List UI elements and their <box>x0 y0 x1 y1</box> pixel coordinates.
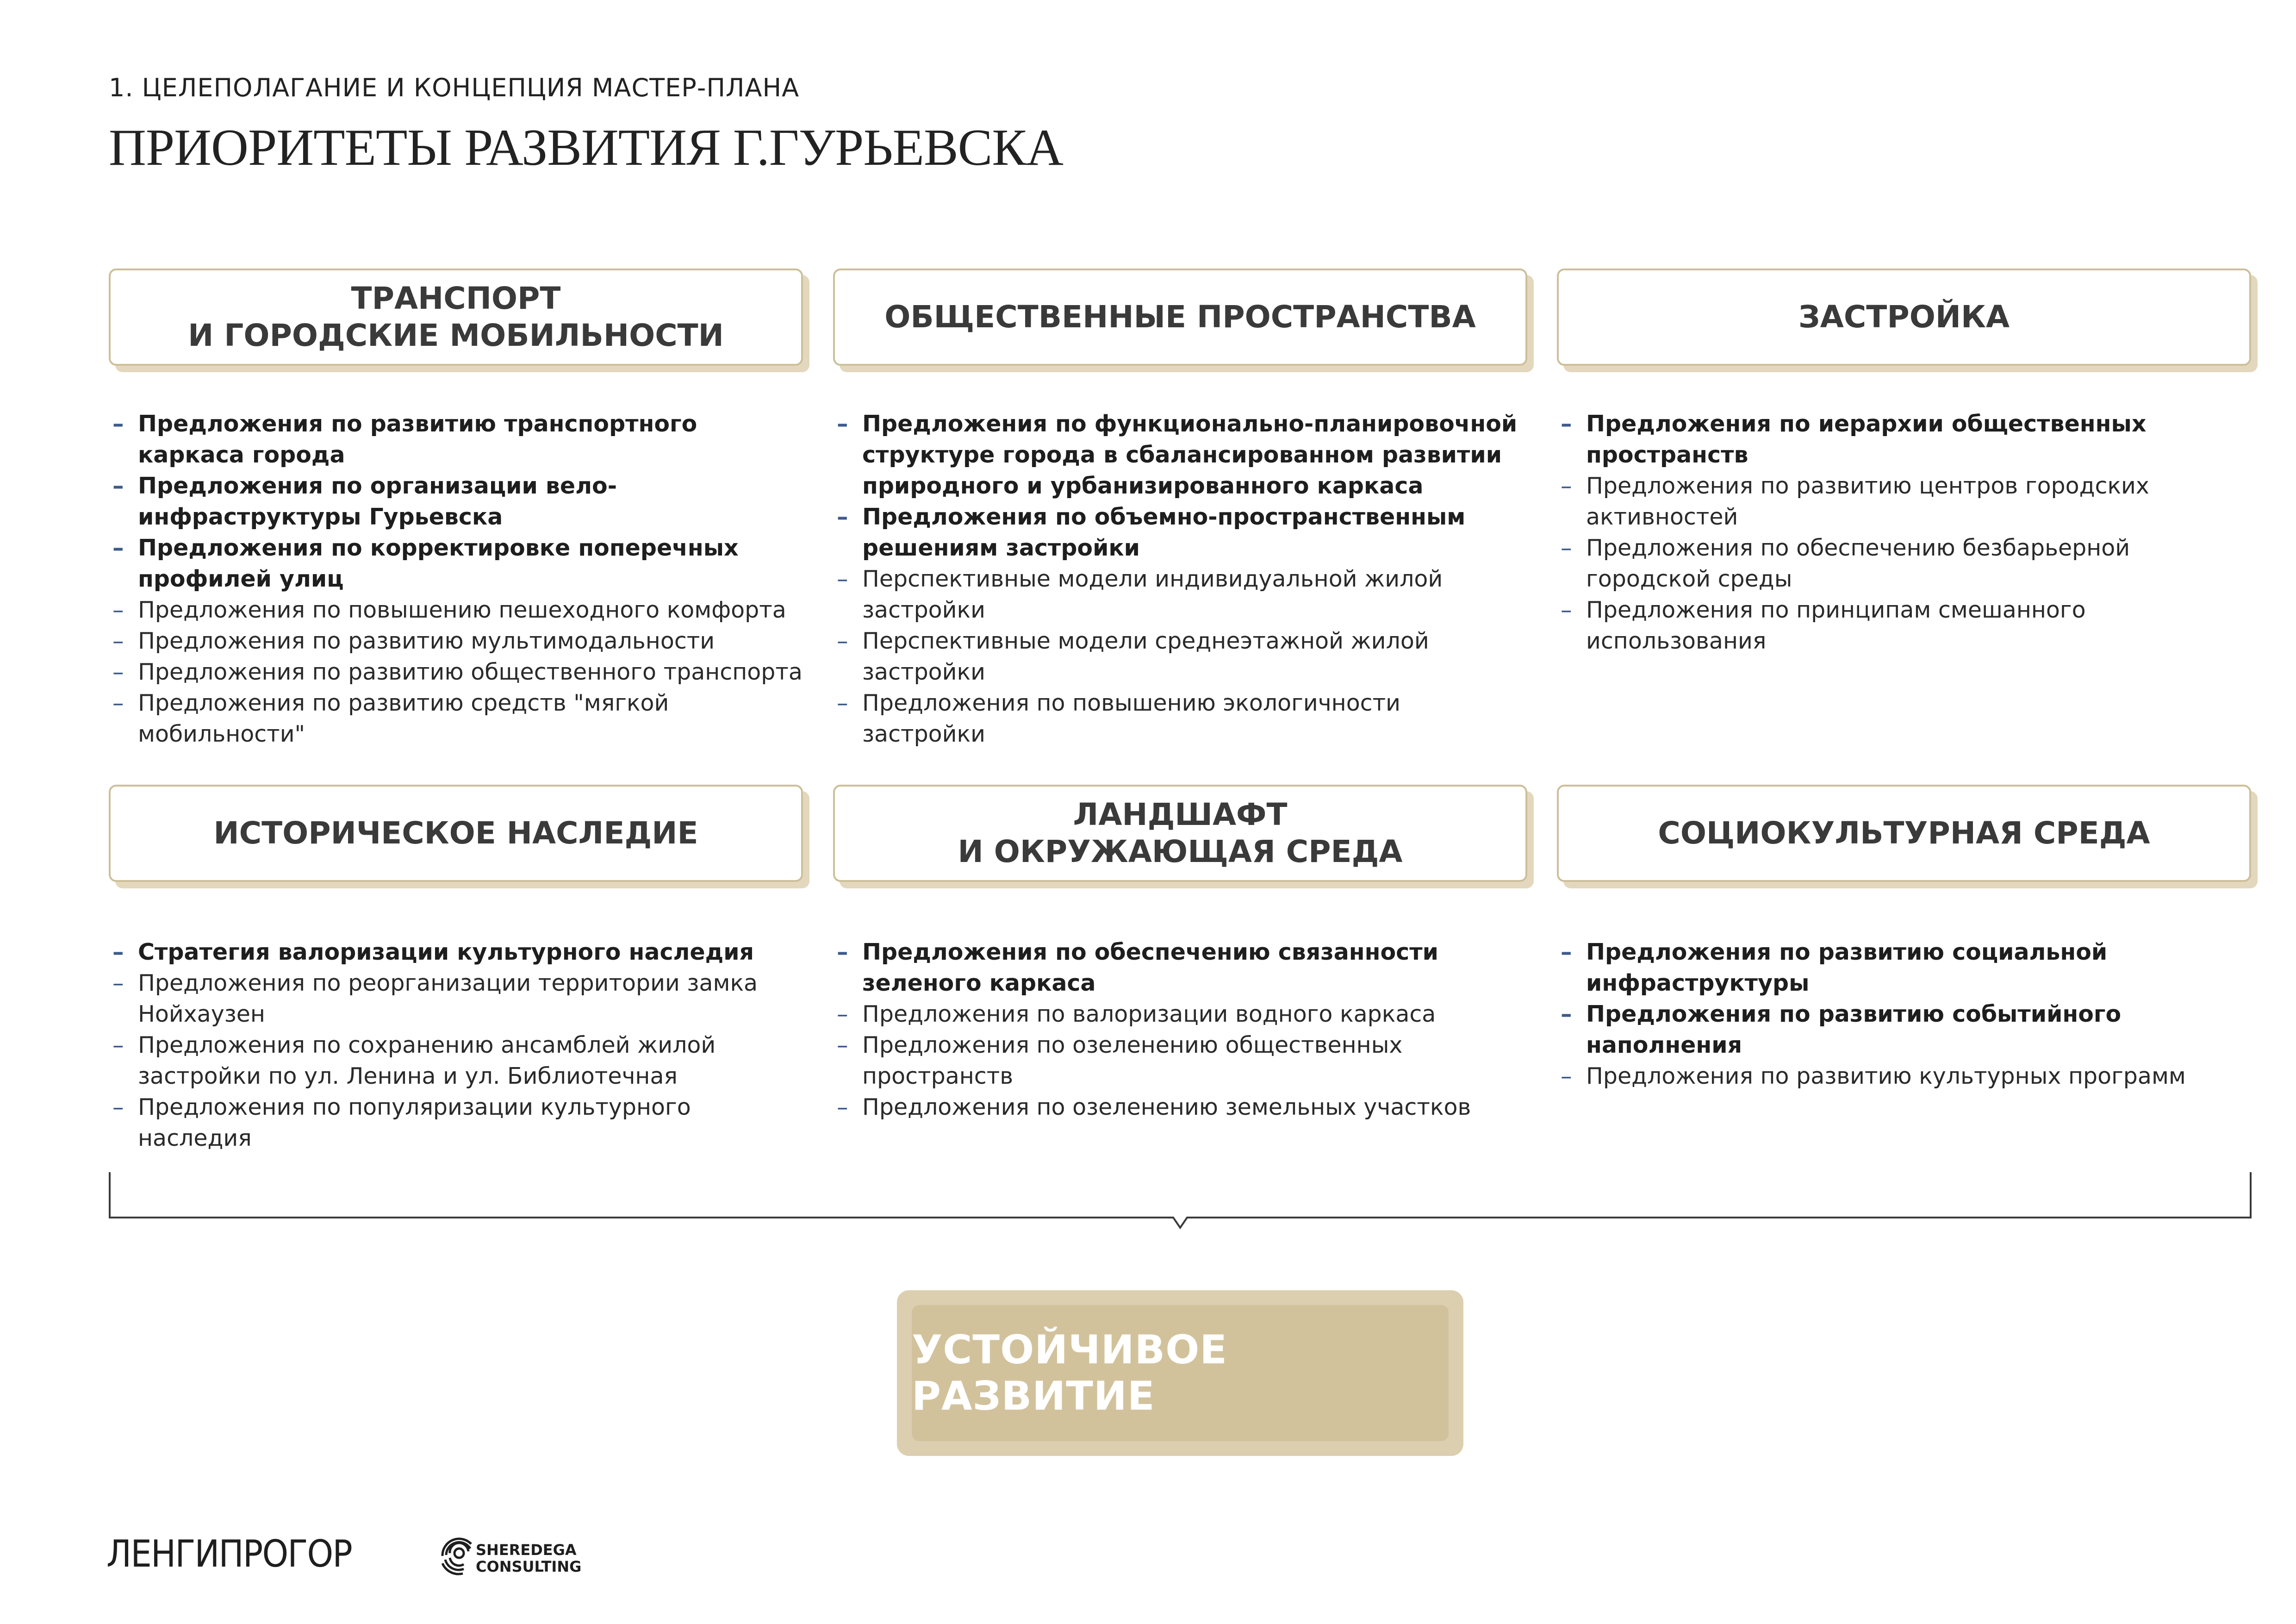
list-public-spaces <box>834 408 1529 750</box>
list-item: – Перспективные модели среднеэтажной жилой застройки <box>834 625 1529 687</box>
list-item: – Предложения по корректировке поперечных профилей улиц <box>110 532 804 594</box>
list-item: – Предложения по обеспечению связанности зеленого каркаса <box>834 937 1529 999</box>
card-title: ЗАСТРОЙКА <box>1798 299 2010 335</box>
card-public-spaces <box>833 269 1527 366</box>
list-item: – Предложения по развитию общественного транспорта <box>110 656 804 687</box>
sheredega-logo <box>476 1542 581 1575</box>
list-item: – Предложения по развитию событийного наполнения <box>1558 999 2252 1061</box>
sheredega-logo-line2: CONSULTING <box>476 1558 582 1575</box>
card-heritage <box>109 785 803 882</box>
card-title: ТРАНСПОРТ И ГОРОДСКИЕ МОБИЛЬНОСТИ <box>188 281 724 353</box>
lengiprogor-logo: ЛЕНГИПРОГОР <box>106 1532 352 1575</box>
list-item: – Предложения по озеленению общественных пространств <box>834 1030 1529 1092</box>
list-item: – Предложения по развитию средств "мягкой мобильности" <box>110 687 804 750</box>
list-item: – Предложения по организации вело-инфраструктуры Гурьевска <box>110 470 804 532</box>
list-item: – Предложения по популяризации культурного наследия <box>110 1092 804 1154</box>
list-heritage <box>110 937 804 1154</box>
list-item: – Предложения по реорганизации территории замка Нойхаузен <box>110 968 804 1030</box>
page-title: ПРИОРИТЕТЫ РАЗВИТИЯ Г.ГУРЬЕВСКА <box>109 119 1063 176</box>
card-development <box>1557 269 2251 366</box>
card-sociocultural <box>1557 785 2251 882</box>
list-item: – Предложения по функционально-планировочной структуре города в сбалансированном развитии природного и урбанизированного каркаса <box>834 408 1529 501</box>
list-item: – Предложения по принципам смешанного использования <box>1558 594 2252 656</box>
list-item: – Стратегия валоризации культурного наследия <box>110 937 804 968</box>
list-item: – Предложения по развитию центров городских активностей <box>1558 470 2252 532</box>
result-label: УСТОЙЧИВОЕ РАЗВИТИЕ <box>912 1327 1228 1419</box>
list-item: – Предложения по обеспечению безбарьерной городской среды <box>1558 532 2252 594</box>
card-landscape <box>833 785 1527 882</box>
list-item: – Предложения по объемно-пространственным решениям застройки <box>834 501 1529 563</box>
card-transport <box>109 269 803 366</box>
card-title: ОБЩЕСТВЕННЫЕ ПРОСТРАНСТВА <box>884 299 1476 335</box>
list-item: – Перспективные модели индивидуальной жилой застройки <box>834 563 1529 625</box>
list-landscape <box>834 937 1529 1123</box>
list-item: – Предложения по повышению экологичности застройки <box>834 687 1529 750</box>
list-item: – Предложения по развитию мультимодальности <box>110 625 804 656</box>
card-title: ЛАНДШАФТ И ОКРУЖАЮЩАЯ СРЕДА <box>958 797 1403 869</box>
list-sociocultural <box>1558 937 2252 1092</box>
section-label: 1. ЦЕЛЕПОЛАГАНИЕ И КОНЦЕПЦИЯ МАСТЕР-ПЛАНА <box>109 73 800 102</box>
result-box <box>897 1290 1463 1456</box>
list-item: – Предложения по развитию транспортного каркаса города <box>110 408 804 470</box>
list-development <box>1558 408 2252 656</box>
list-item: – Предложения по развитию социальной инфраструктуры <box>1558 937 2252 999</box>
list-transport <box>110 408 804 750</box>
result-box-inner <box>912 1305 1449 1441</box>
card-title: ИСТОРИЧЕСКОЕ НАСЛЕДИЕ <box>213 815 698 851</box>
list-item: – Предложения по сохранению ансамблей жилой застройки по ул. Ленина и ул. Библиотечная <box>110 1030 804 1092</box>
list-item: – Предложения по озеленению земельных участков <box>834 1092 1529 1123</box>
sheredega-logo-line1: SHEREDEGA <box>476 1541 577 1559</box>
list-item: – Предложения по иерархии общественных пространств <box>1558 408 2252 470</box>
list-item: – Предложения по повышению пешеходного комфорта <box>110 594 804 625</box>
list-item: – Предложения по развитию культурных программ <box>1558 1061 2252 1092</box>
bracket-connector <box>109 1171 2252 1236</box>
card-title: СОЦИОКУЛЬТУРНАЯ СРЕДА <box>1658 815 2150 851</box>
list-item: – Предложения по валоризации водного каркаса <box>834 999 1529 1030</box>
